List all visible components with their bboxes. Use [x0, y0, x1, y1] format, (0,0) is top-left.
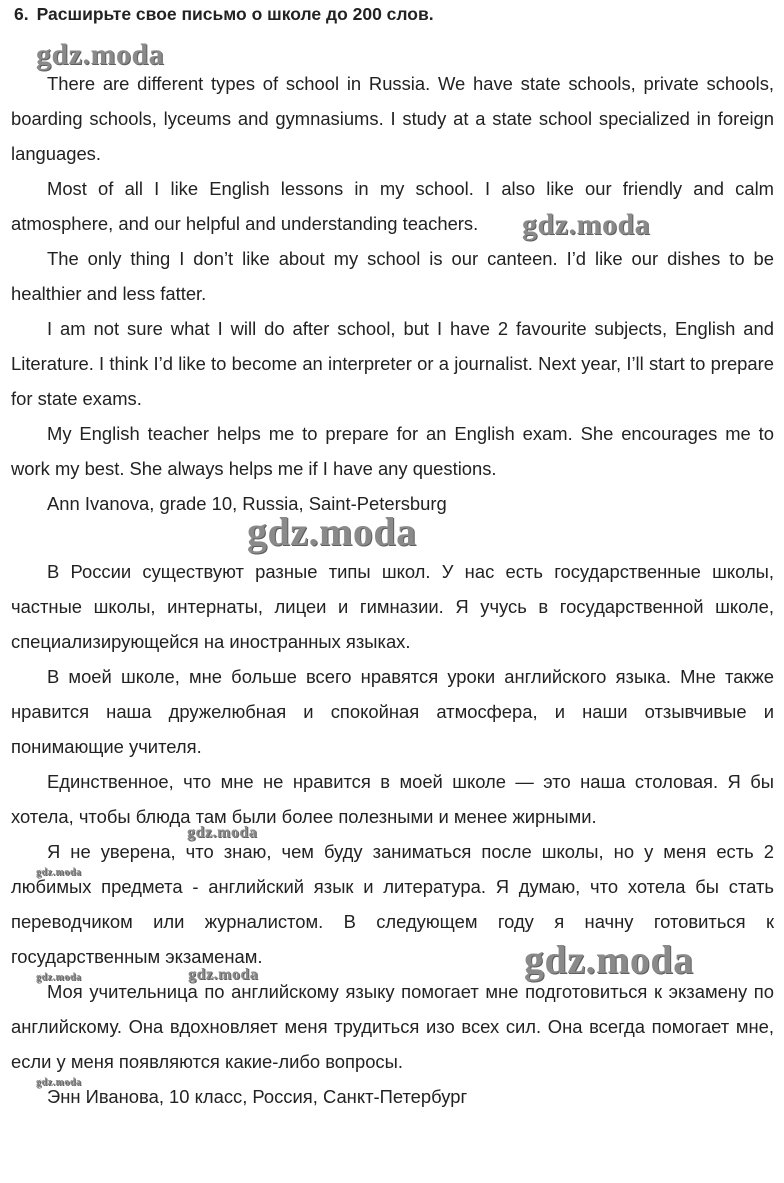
watermark: gdz.moda	[188, 966, 259, 983]
russian-signature: Энн Иванова, 10 класс, Россия, Санкт-Петербург	[47, 1086, 468, 1107]
watermark: gdz.moda	[36, 1077, 82, 1088]
task-title: Расширьте свое письмо о школе до 200 слов.	[36, 4, 434, 24]
russian-paragraph-5: Моя учительница по английскому языку помогает мне подготовиться к экзамену по английскому. Она вдохновляет меня трудиться изо всех сил. Она всегда помогает мне, если у меня появляются какие-либо вопросы.	[11, 981, 774, 1072]
russian-paragraph-3: Единственное, что мне не нравится в моей школе — это наша столовая. Я бы хотела, чтобы блюда там были более полезными и менее жирными.	[11, 771, 774, 827]
watermark: gdz.moda	[522, 208, 651, 241]
english-paragraph-1: There are different types of school in Russia. We have state schools, private schools, boarding schools, lyceums and gymnasiums. I study at a state school specialized in foreign languages.	[11, 73, 774, 164]
english-paragraph-5: My English teacher helps me to prepare for an English exam. She encourages me to work my best. She always helps me if I have any questions.	[11, 423, 774, 479]
russian-letter	[11, 554, 774, 1114]
english-paragraph-3: The only thing I don’t like about my school is our canteen. I’d like our dishes to be healthier and less fatter.	[11, 248, 774, 304]
english-letter	[11, 66, 774, 521]
watermark: gdz.moda	[247, 509, 417, 554]
russian-paragraph-1: В России существуют разные типы школ. У нас есть государственные школы, частные школы, интернаты, лицеи и гимназии. Я учусь в государственной школе, специализирующейся на иностранных языках.	[11, 561, 774, 652]
watermark: gdz.moda	[524, 937, 694, 982]
russian-paragraph-2: В моей школе, мне больше всего нравятся уроки английского языка. Мне также нравится наша дружелюбная и спокойная атмосфера, и наши отзывчивые и понимающие учителя.	[11, 666, 774, 757]
watermark: gdz.moda	[36, 38, 165, 71]
task-heading	[14, 4, 434, 25]
watermark: gdz.moda	[36, 867, 82, 878]
task-number: 6.	[14, 4, 29, 24]
watermark: gdz.moda	[36, 972, 82, 983]
english-paragraph-2: Most of all I like English lessons in my school. I also like our friendly and calm atmosphere, and our helpful and understanding teachers.	[11, 178, 774, 234]
watermark: gdz.moda	[187, 824, 258, 841]
english-paragraph-4: I am not sure what I will do after school, but I have 2 favourite subjects, English and Literature. I think I’d like to become an interpreter or a journalist. Next year, I’ll start to prepare for state exams.	[11, 318, 774, 409]
russian-paragraph-4: Я не уверена, что знаю, чем буду заниматься после школы, но у меня есть 2 любимых предмета - английский язык и литература. Я думаю, что хотела бы стать переводчиком или журналистом. В следующем году я начну готовиться к государственным экзаменам.	[11, 841, 774, 967]
english-signature: Ann Ivanova, grade 10, Russia, Saint-Petersburg	[47, 493, 447, 514]
